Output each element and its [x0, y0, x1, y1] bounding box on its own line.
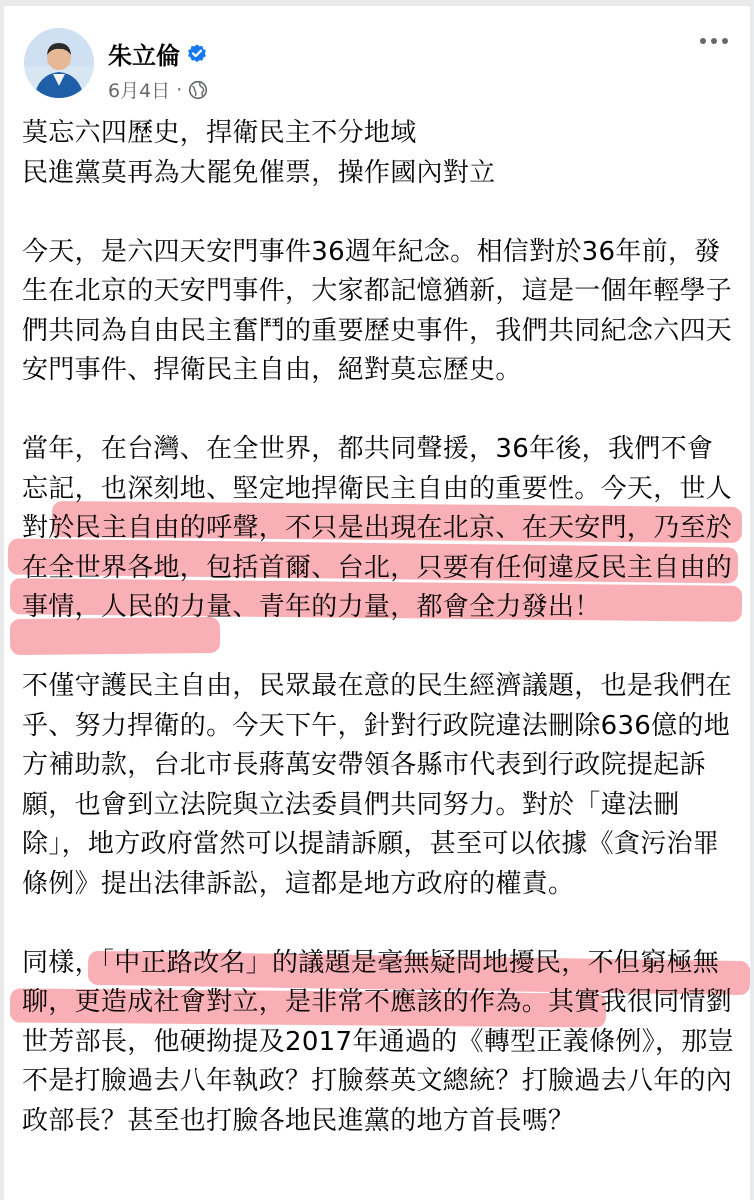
- paragraph-3: 不僅守護民主自由，民眾最在意的民生經濟議題，也是我們在乎、努力捍衛的。今天下午，針對行政院違法刪除636億的地方補助款，台北市長蔣萬安帶領各縣市代表到行政院提起訴願，也會到立法院與立法委員們共同努力。對於「違法刪除」，地方政府當然可以提請訴願，甚至可以依據《貪污治罪條例》提出法律訴訟，這都是地方政府的權責。: [22, 671, 733, 899]
- author-row: [108, 36, 208, 71]
- more-dot: [700, 38, 706, 44]
- post-date[interactable]: 6月4日: [108, 80, 171, 102]
- more-dot: [711, 38, 717, 44]
- verified-badge-icon: [186, 43, 208, 65]
- facebook-post-card: [4, 6, 750, 1200]
- paragraph-2: 當年，在台灣、在全世界，都共同聲援，36年後，我們不會忘記，也深刻地、堅定地捍衛民主自由的重要性。今天，世人對於民主自由的呼聲，不只是出現在北京、在天安門，乃至於在全世界各地，包括首爾、台北，只要有任何違反民主自由的事情，人民的力量、青年的力量，都會全力發出！: [22, 434, 733, 622]
- post-body: [22, 114, 738, 1141]
- headline-line-2: 民進黨莫再為大罷免催票，操作國內對立: [22, 157, 496, 188]
- more-dot: [722, 38, 728, 44]
- headline-line-1: 莫忘六四歷史，捍衛民主不分地域: [22, 118, 417, 148]
- author-name[interactable]: 朱立倫: [108, 42, 180, 70]
- paragraph-1: 今天，是六四天安門事件36週年紀念。相信對於36年前，發生在北京的天安門事件，大家都記憶猶新，這是一個年輕學子們共同為自由民主奮鬥的重要歷史事件，我們共同紀念六四天安門事件、捍衛民主自由，絕對莫忘歷史。: [22, 236, 733, 385]
- paragraph-4: 同樣，「中正路改名」的議題是毫無疑問地擾民，不但窮極無聊，更造成社會對立，是非常不應該的作為。其實我很同情劉世芳部長，他硬拗提及2017年通過的《轉型正義條例》，那豈不是打臉過去八年執政？打臉蔡英文總統？打臉過去八年的內政部長？甚至也打臉各地民進黨的地方首長嗎？: [22, 947, 734, 1136]
- avatar-photo: [24, 28, 94, 98]
- avatar[interactable]: [24, 28, 94, 98]
- meta-separator: ·: [176, 78, 183, 101]
- post-meta: [108, 76, 208, 103]
- more-options-icon[interactable]: [700, 38, 728, 44]
- globe-icon[interactable]: [188, 80, 208, 100]
